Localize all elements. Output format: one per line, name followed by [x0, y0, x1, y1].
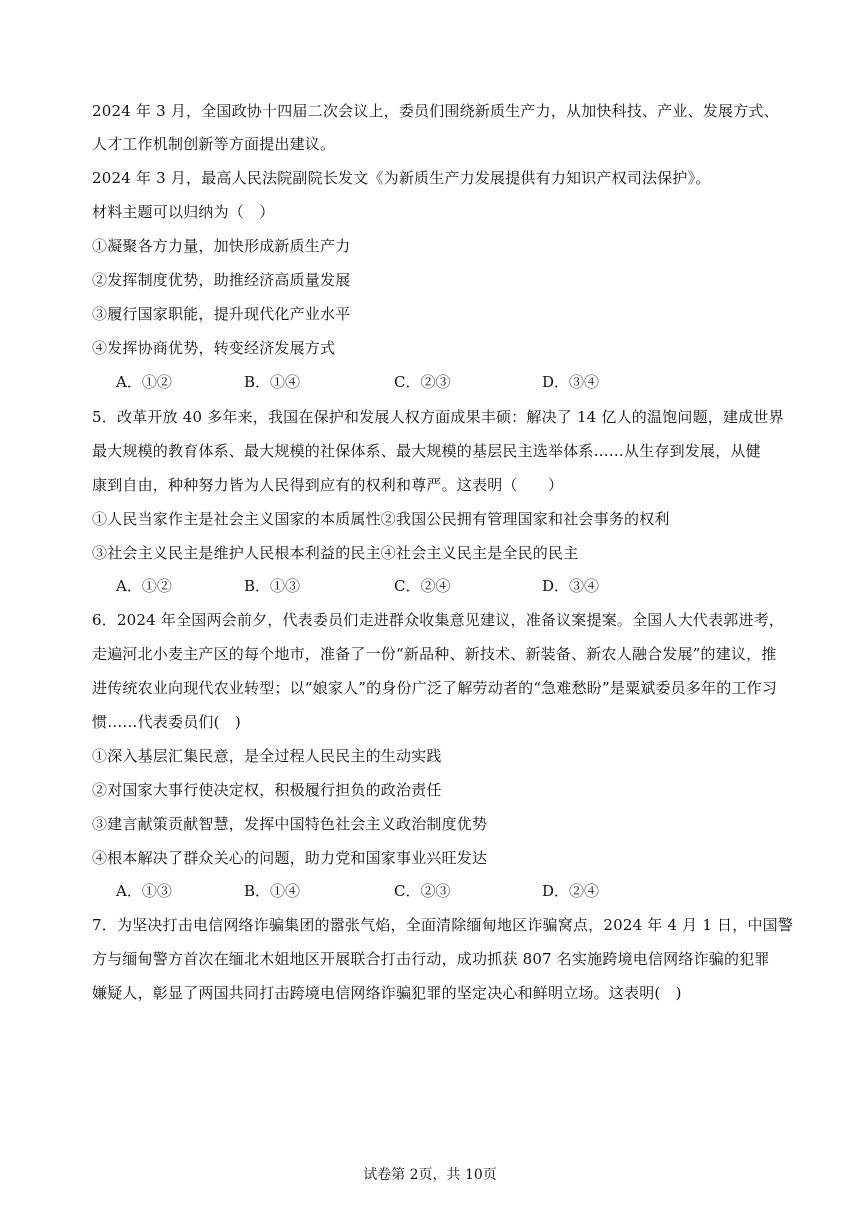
material-line: 人才工作机制创新等方面提出建议。	[92, 135, 336, 153]
q5-stem: 5．改革开放 40 多年来，我国在保护和发展人权方面成果丰硕：解决了 14 亿人的温饱问题，建成世界	[92, 408, 784, 426]
q5-options	[116, 576, 796, 596]
q6-stem: 进传统农业向现代农业转型；以“娘家人”的身份广泛了解劳动者的“急难愁盼”是粟斌委员多年的工作习	[92, 679, 778, 697]
option-b[interactable]: B．①④	[244, 882, 301, 900]
statement-4: ④发挥协商优势，转变经济发展方式	[92, 339, 336, 357]
option-c[interactable]: C．②③	[394, 373, 451, 391]
q5-stem: 康到自由，种种努力皆为人民得到应有的权利和尊严。这表明（ ）	[92, 476, 564, 494]
option-c[interactable]: C．②④	[394, 577, 451, 595]
q7-stem: 7．为坚决打击电信网络诈骗集团的嚣张气焰，全面清除缅甸地区诈骗窝点，2024 年 4 月 1 日，中国警	[92, 916, 794, 934]
q4-options	[116, 372, 796, 392]
material-line: 2024 年 3 月，全国政协十四届二次会议上，委员们围绕新质生产力，从加快科技、产业、发展方式、	[92, 102, 779, 120]
q7-stem: 嫌疑人，彰显了两国共同打击跨境电信网络诈骗犯罪的坚定决心和鲜明立场。这表明( )	[92, 984, 682, 1002]
option-c[interactable]: C．②③	[394, 882, 451, 900]
option-b[interactable]: B．①④	[244, 373, 301, 391]
q6-stem: 惯……代表委员们( )	[92, 713, 241, 731]
statement-1: ①凝聚各方力量，加快形成新质生产力	[92, 237, 351, 255]
statement-3: ③建言献策贡献智慧，发挥中国特色社会主义政治制度优势	[92, 815, 488, 833]
material-line: 2024 年 3 月，最高人民法院副院长发文《为新质生产力发展提供有力知识产权司法保护》。	[92, 169, 711, 187]
statement-4: ④根本解决了群众关心的问题，助力党和国家事业兴旺发达	[92, 849, 488, 867]
q6-stem: 走遍河北小麦主产区的每个地市，准备了一份“新品种、新技术、新装备、新农人融合发展”的建议，推	[92, 645, 777, 663]
q6-options	[116, 881, 796, 901]
question-stem: 材料主题可以归纳为（ ）	[92, 203, 275, 221]
q5-statements: ③社会主义民主是维护人民根本利益的民主④社会主义民主是全民的民主	[92, 544, 579, 562]
option-b[interactable]: B．①③	[244, 577, 301, 595]
q5-stem: 最大规模的教育体系、最大规模的社保体系、最大规模的基层民主选举体系……从生存到发展，从健	[92, 442, 761, 460]
option-a[interactable]: A．①②	[116, 373, 172, 391]
statement-2: ②对国家大事行使决定权，积极履行担负的政治责任	[92, 781, 442, 799]
q5-statements: ①人民当家作主是社会主义国家的本质属性②我国公民拥有管理国家和社会事务的权利	[92, 510, 670, 528]
statement-3: ③履行国家职能，提升现代化产业水平	[92, 305, 351, 323]
option-d[interactable]: D．②④	[542, 882, 600, 900]
option-d[interactable]: D．③④	[542, 373, 600, 391]
option-d[interactable]: D．③④	[542, 577, 600, 595]
statement-1: ①深入基层汇集民意，是全过程人民民主的生动实践	[92, 747, 442, 765]
q6-stem: 6．2024 年全国两会前夕，代表委员们走进群众收集意见建议，准备议案提案。全国人大代表郭进考，	[92, 611, 785, 629]
option-a[interactable]: A．①②	[116, 577, 172, 595]
page-footer: 试卷第 2页，共 10页	[363, 1167, 497, 1183]
q7-stem: 方与缅甸警方首次在缅北木姐地区开展联合打击行动，成功抓获 807 名实施跨境电信网络诈骗的犯罪	[92, 950, 770, 968]
statement-2: ②发挥制度优势，助推经济高质量发展	[92, 271, 351, 289]
option-a[interactable]: A．①③	[116, 882, 172, 900]
